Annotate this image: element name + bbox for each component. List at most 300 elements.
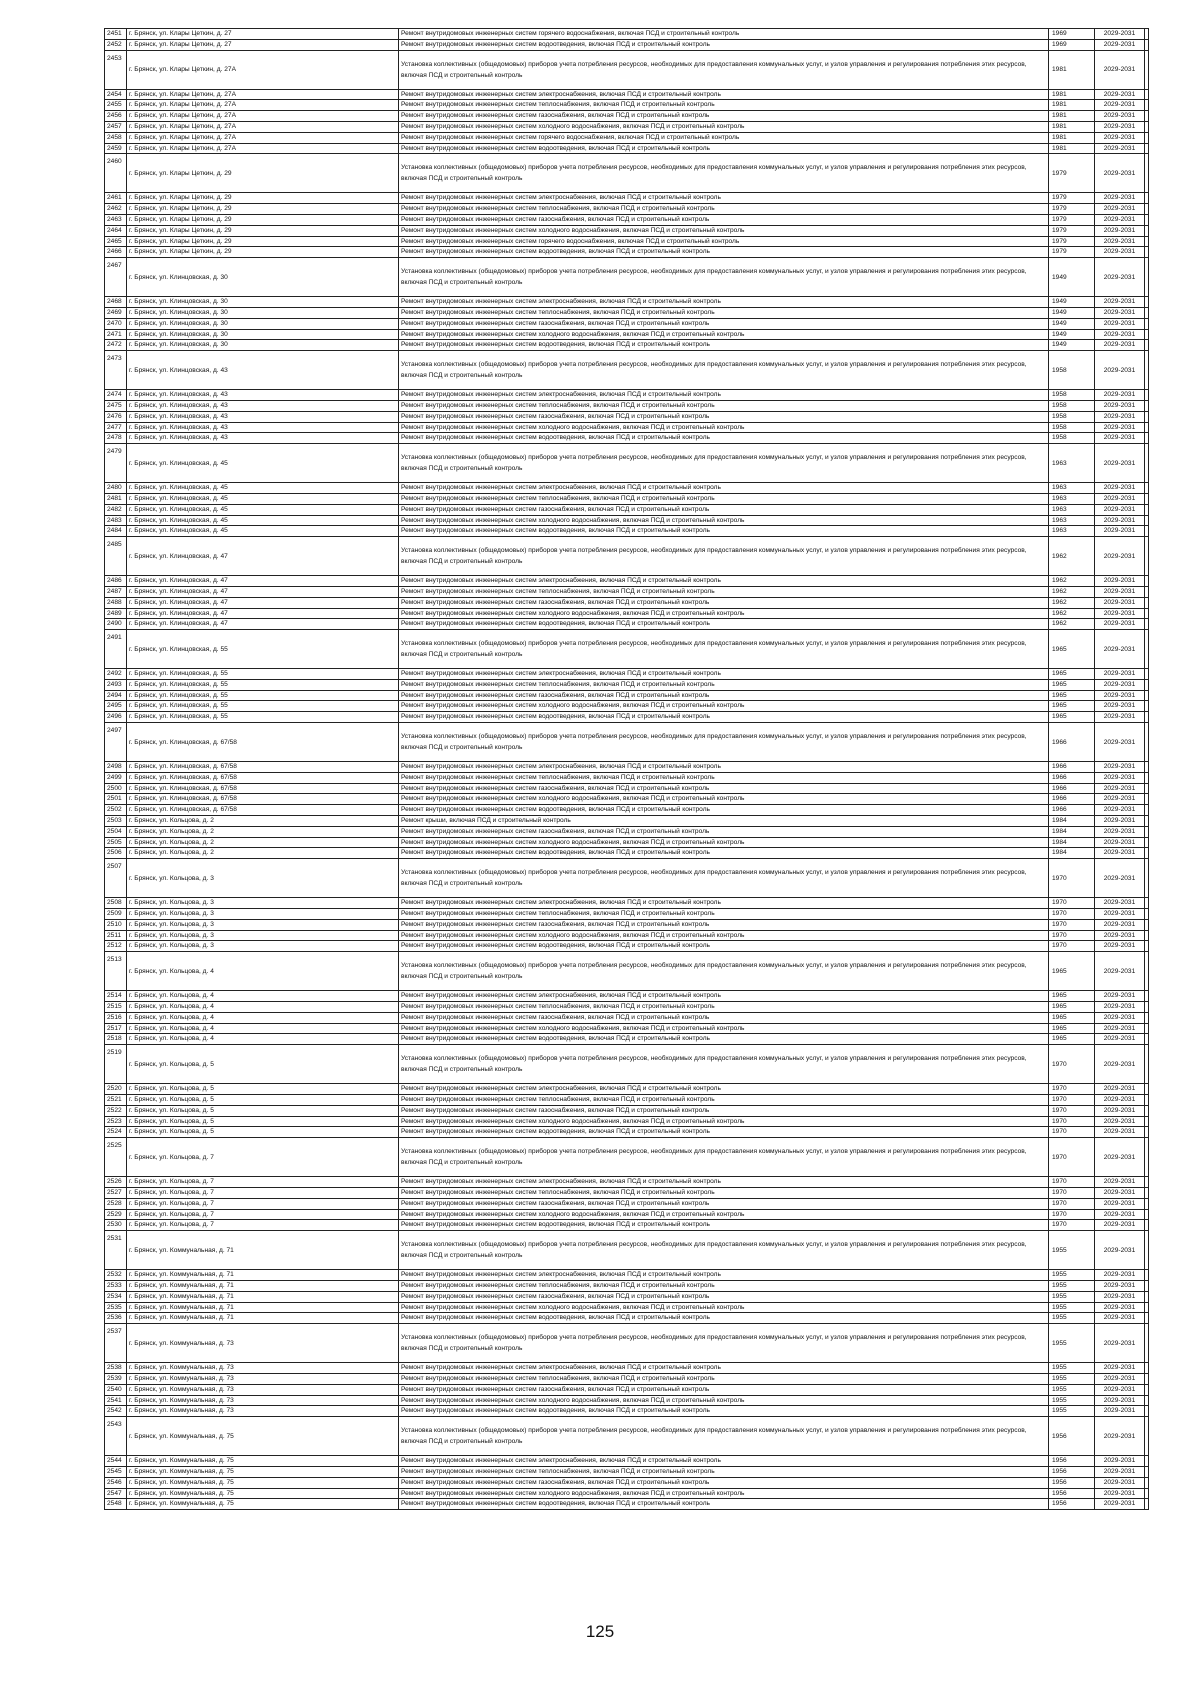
year-built-cell: 1970 [1049, 898, 1095, 909]
work-type-cell: Установка коллективных (общедомовых) приборов учета потребления ресурсов, необходимых для предоставления коммунальных услуг, и узлов управления и регулирования потребления этих ресурсов, включая ПСД и строительный контроль [399, 444, 1049, 483]
row-number-cell: 2499 [105, 772, 127, 783]
year-built-cell: 1965 [1049, 701, 1095, 712]
blank-cell [1145, 1045, 1149, 1084]
row-number-cell: 2488 [105, 597, 127, 608]
year-built-cell: 1984 [1049, 837, 1095, 848]
row-number-cell: 2513 [105, 952, 127, 991]
planned-period-cell: 2029-2031 [1095, 701, 1145, 712]
work-type-cell: Ремонт внутридомовых инженерных систем водоотведения, включая ПСД и строительный контроль [399, 39, 1049, 50]
address-cell: г. Брянск, ул. Коммунальная, д. 73 [127, 1363, 399, 1374]
address-cell: г. Брянск, ул. Коммунальная, д. 71 [127, 1291, 399, 1302]
address-cell: г. Брянск, ул. Коммунальная, д. 73 [127, 1406, 399, 1417]
year-built-cell: 1970 [1049, 1220, 1095, 1231]
planned-period-cell: 2029-2031 [1095, 111, 1145, 122]
table-row [105, 826, 1149, 837]
planned-period-cell: 2029-2031 [1095, 1280, 1145, 1291]
planned-period-cell: 2029-2031 [1095, 1177, 1145, 1188]
row-number-cell: 2512 [105, 941, 127, 952]
work-type-cell: Ремонт внутридомовых инженерных систем газоснабжения, включая ПСД и строительный контроль [399, 826, 1049, 837]
row-number-cell: 2532 [105, 1270, 127, 1281]
blank-cell [1145, 1406, 1149, 1417]
work-type-cell: Ремонт внутридомовых инженерных систем водоотведения, включая ПСД и строительный контроль [399, 1127, 1049, 1138]
year-built-cell: 1966 [1049, 762, 1095, 773]
row-number-cell: 2510 [105, 919, 127, 930]
year-built-cell: 1979 [1049, 193, 1095, 204]
row-number-cell: 2547 [105, 1488, 127, 1499]
blank-cell [1145, 1209, 1149, 1220]
table-row [105, 619, 1149, 630]
address-cell: г. Брянск, ул. Клинцовская, д. 55 [127, 630, 399, 669]
table-row [105, 837, 1149, 848]
blank-cell [1145, 1313, 1149, 1324]
table-row [105, 1209, 1149, 1220]
blank-cell [1145, 909, 1149, 920]
work-type-cell: Ремонт внутридомовых инженерных систем электроснабжения, включая ПСД и строительный контроль [399, 1456, 1049, 1467]
address-cell: г. Брянск, ул. Кольцова, д. 2 [127, 826, 399, 837]
planned-period-cell: 2029-2031 [1095, 154, 1145, 193]
planned-period-cell: 2029-2031 [1095, 690, 1145, 701]
address-cell: г. Брянск, ул. Кольцова, д. 5 [127, 1116, 399, 1127]
table-row [105, 772, 1149, 783]
work-type-cell: Ремонт внутридомовых инженерных систем электроснабжения, включая ПСД и строительный контроль [399, 297, 1049, 308]
blank-cell [1145, 121, 1149, 132]
blank-cell [1145, 444, 1149, 483]
table-row [105, 214, 1149, 225]
row-number-cell: 2472 [105, 340, 127, 351]
address-cell: г. Брянск, ул. Клинцовская, д. 67/58 [127, 783, 399, 794]
work-type-cell: Ремонт внутридомовых инженерных систем электроснабжения, включая ПСД и строительный контроль [399, 1270, 1049, 1281]
year-built-cell: 1956 [1049, 1466, 1095, 1477]
planned-period-cell: 2029-2031 [1095, 1406, 1145, 1417]
blank-cell [1145, 1002, 1149, 1013]
work-type-cell: Ремонт внутридомовых инженерных систем теплоснабжения, включая ПСД и строительный контроль [399, 1188, 1049, 1199]
year-built-cell: 1965 [1049, 690, 1095, 701]
address-cell: г. Брянск, ул. Кольцова, д. 7 [127, 1220, 399, 1231]
year-built-cell: 1970 [1049, 1127, 1095, 1138]
row-number-cell: 2454 [105, 89, 127, 100]
year-built-cell: 1965 [1049, 1002, 1095, 1013]
address-cell: г. Брянск, ул. Кольцова, д. 2 [127, 848, 399, 859]
address-cell: г. Брянск, ул. Коммунальная, д. 75 [127, 1456, 399, 1467]
address-cell: г. Брянск, ул. Клары Цеткин, д. 29 [127, 236, 399, 247]
work-type-cell: Ремонт внутридомовых инженерных систем холодного водоснабжения, включая ПСД и строительный контроль [399, 225, 1049, 236]
planned-period-cell: 2029-2031 [1095, 919, 1145, 930]
blank-cell [1145, 919, 1149, 930]
row-number-cell: 2545 [105, 1466, 127, 1477]
work-type-cell: Ремонт внутридомовых инженерных систем холодного водоснабжения, включая ПСД и строительный контроль [399, 1116, 1049, 1127]
table-row [105, 930, 1149, 941]
address-cell: г. Брянск, ул. Кольцова, д. 3 [127, 919, 399, 930]
row-number-cell: 2456 [105, 111, 127, 122]
address-cell: г. Брянск, ул. Клинцовская, д. 67/58 [127, 794, 399, 805]
address-cell: г. Брянск, ул. Клинцовская, д. 67/58 [127, 772, 399, 783]
row-number-cell: 2507 [105, 859, 127, 898]
blank-cell [1145, 1188, 1149, 1199]
year-built-cell: 1965 [1049, 679, 1095, 690]
table-row [105, 154, 1149, 193]
blank-cell [1145, 794, 1149, 805]
table-row [105, 597, 1149, 608]
planned-period-cell: 2029-2031 [1095, 121, 1145, 132]
work-type-cell: Установка коллективных (общедомовых) приборов учета потребления ресурсов, необходимых для предоставления коммунальных услуг, и узлов управления и регулирования потребления этих ресурсов, включая ПСД и строительный контроль [399, 952, 1049, 991]
table-row [105, 805, 1149, 816]
work-type-cell: Установка коллективных (общедомовых) приборов учета потребления ресурсов, необходимых для предоставления коммунальных услуг, и узлов управления и регулирования потребления этих ресурсов, включая ПСД и строительный контроль [399, 154, 1049, 193]
blank-cell [1145, 619, 1149, 630]
blank-cell [1145, 597, 1149, 608]
blank-cell [1145, 1384, 1149, 1395]
planned-period-cell: 2029-2031 [1095, 297, 1145, 308]
table-row [105, 690, 1149, 701]
year-built-cell: 1955 [1049, 1313, 1095, 1324]
planned-period-cell: 2029-2031 [1095, 236, 1145, 247]
address-cell: г. Брянск, ул. Клинцовская, д. 47 [127, 576, 399, 587]
blank-cell [1145, 991, 1149, 1002]
year-built-cell: 1970 [1049, 941, 1095, 952]
year-built-cell: 1979 [1049, 154, 1095, 193]
address-cell: г. Брянск, ул. Клинцовская, д. 67/58 [127, 805, 399, 816]
year-built-cell: 1984 [1049, 826, 1095, 837]
address-cell: г. Брянск, ул. Клинцовская, д. 45 [127, 526, 399, 537]
planned-period-cell: 2029-2031 [1095, 422, 1145, 433]
blank-cell [1145, 1302, 1149, 1313]
address-cell: г. Брянск, ул. Коммунальная, д. 75 [127, 1477, 399, 1488]
work-type-cell: Ремонт внутридомовых инженерных систем электроснабжения, включая ПСД и строительный контроль [399, 991, 1049, 1002]
row-number-cell: 2474 [105, 390, 127, 401]
planned-period-cell: 2029-2031 [1095, 805, 1145, 816]
address-cell: г. Брянск, ул. Кольцова, д. 5 [127, 1045, 399, 1084]
table-row [105, 1499, 1149, 1510]
row-number-cell: 2516 [105, 1012, 127, 1023]
blank-cell [1145, 723, 1149, 762]
table-row [105, 1034, 1149, 1045]
address-cell: г. Брянск, ул. Коммунальная, д. 73 [127, 1384, 399, 1395]
planned-period-cell: 2029-2031 [1095, 837, 1145, 848]
address-cell: г. Брянск, ул. Кольцова, д. 7 [127, 1209, 399, 1220]
year-built-cell: 1979 [1049, 204, 1095, 215]
blank-cell [1145, 433, 1149, 444]
planned-period-cell: 2029-2031 [1095, 991, 1145, 1002]
table-row [105, 204, 1149, 215]
blank-cell [1145, 1466, 1149, 1477]
work-type-cell: Ремонт внутридомовых инженерных систем газоснабжения, включая ПСД и строительный контроль [399, 1198, 1049, 1209]
row-number-cell: 2471 [105, 329, 127, 340]
address-cell: г. Брянск, ул. Клинцовская, д. 47 [127, 608, 399, 619]
planned-period-cell: 2029-2031 [1095, 351, 1145, 390]
planned-period-cell: 2029-2031 [1095, 772, 1145, 783]
address-cell: г. Брянск, ул. Клинцовская, д. 45 [127, 515, 399, 526]
year-built-cell: 1955 [1049, 1280, 1095, 1291]
address-cell: г. Брянск, ул. Кольцова, д. 7 [127, 1177, 399, 1188]
work-type-cell: Ремонт внутридомовых инженерных систем теплоснабжения, включая ПСД и строительный контроль [399, 1095, 1049, 1106]
row-number-cell: 2520 [105, 1084, 127, 1095]
table-row [105, 1045, 1149, 1084]
blank-cell [1145, 340, 1149, 351]
year-built-cell: 1955 [1049, 1363, 1095, 1374]
row-number-cell: 2514 [105, 991, 127, 1002]
planned-period-cell: 2029-2031 [1095, 952, 1145, 991]
year-built-cell: 1949 [1049, 258, 1095, 297]
planned-period-cell: 2029-2031 [1095, 258, 1145, 297]
blank-cell [1145, 1012, 1149, 1023]
blank-cell [1145, 630, 1149, 669]
year-built-cell: 1963 [1049, 493, 1095, 504]
row-number-cell: 2465 [105, 236, 127, 247]
work-type-cell: Ремонт внутридомовых инженерных систем электроснабжения, включая ПСД и строительный контроль [399, 193, 1049, 204]
planned-period-cell: 2029-2031 [1095, 1417, 1145, 1456]
year-built-cell: 1962 [1049, 537, 1095, 576]
address-cell: г. Брянск, ул. Коммунальная, д. 71 [127, 1302, 399, 1313]
table-row [105, 515, 1149, 526]
blank-cell [1145, 1499, 1149, 1510]
work-type-cell: Установка коллективных (общедомовых) приборов учета потребления ресурсов, необходимых для предоставления коммунальных услуг, и узлов управления и регулирования потребления этих ресурсов, включая ПСД и строительный контроль [399, 859, 1049, 898]
blank-cell [1145, 805, 1149, 816]
planned-period-cell: 2029-2031 [1095, 1034, 1145, 1045]
year-built-cell: 1970 [1049, 1198, 1095, 1209]
blank-cell [1145, 1116, 1149, 1127]
year-built-cell: 1965 [1049, 952, 1095, 991]
work-type-cell: Ремонт внутридомовых инженерных систем газоснабжения, включая ПСД и строительный контроль [399, 783, 1049, 794]
address-cell: г. Брянск, ул. Клинцовская, д. 43 [127, 411, 399, 422]
row-number-cell: 2469 [105, 307, 127, 318]
planned-period-cell: 2029-2031 [1095, 783, 1145, 794]
planned-period-cell: 2029-2031 [1095, 679, 1145, 690]
address-cell: г. Брянск, ул. Клинцовская, д. 30 [127, 340, 399, 351]
row-number-cell: 2475 [105, 400, 127, 411]
year-built-cell: 1981 [1049, 143, 1095, 154]
year-built-cell: 1984 [1049, 816, 1095, 827]
address-cell: г. Брянск, ул. Клинцовская, д. 47 [127, 619, 399, 630]
address-cell: г. Брянск, ул. Кольцова, д. 3 [127, 941, 399, 952]
planned-period-cell: 2029-2031 [1095, 526, 1145, 537]
address-cell: г. Брянск, ул. Коммунальная, д. 71 [127, 1231, 399, 1270]
blank-cell [1145, 493, 1149, 504]
blank-cell [1145, 1105, 1149, 1116]
address-cell: г. Брянск, ул. Клинцовская, д. 30 [127, 258, 399, 297]
year-built-cell: 1970 [1049, 930, 1095, 941]
year-built-cell: 1962 [1049, 608, 1095, 619]
year-built-cell: 1970 [1049, 1105, 1095, 1116]
table-row [105, 537, 1149, 576]
table-row [105, 297, 1149, 308]
table-row [105, 1324, 1149, 1363]
blank-cell [1145, 1231, 1149, 1270]
work-type-cell: Ремонт внутридомовых инженерных систем газоснабжения, включая ПСД и строительный контроль [399, 1384, 1049, 1395]
work-type-cell: Ремонт внутридомовых инженерных систем газоснабжения, включая ПСД и строительный контроль [399, 1477, 1049, 1488]
year-built-cell: 1949 [1049, 340, 1095, 351]
blank-cell [1145, 390, 1149, 401]
year-built-cell: 1956 [1049, 1417, 1095, 1456]
table-row [105, 669, 1149, 680]
planned-period-cell: 2029-2031 [1095, 586, 1145, 597]
blank-cell [1145, 1488, 1149, 1499]
year-built-cell: 1949 [1049, 297, 1095, 308]
table-row [105, 483, 1149, 494]
table-row [105, 712, 1149, 723]
planned-period-cell: 2029-2031 [1095, 537, 1145, 576]
row-number-cell: 2536 [105, 1313, 127, 1324]
blank-cell [1145, 690, 1149, 701]
blank-cell [1145, 1477, 1149, 1488]
row-number-cell: 2503 [105, 816, 127, 827]
work-type-cell: Ремонт внутридомовых инженерных систем водоотведения, включая ПСД и строительный контроль [399, 619, 1049, 630]
address-cell: г. Брянск, ул. Кольцова, д. 5 [127, 1105, 399, 1116]
work-type-cell: Ремонт внутридомовых инженерных систем водоотведения, включая ПСД и строительный контроль [399, 247, 1049, 258]
work-type-cell: Ремонт внутридомовых инженерных систем холодного водоснабжения, включая ПСД и строительный контроль [399, 1302, 1049, 1313]
planned-period-cell: 2029-2031 [1095, 1220, 1145, 1231]
address-cell: г. Брянск, ул. Кольцова, д. 4 [127, 991, 399, 1002]
blank-cell [1145, 1220, 1149, 1231]
blank-cell [1145, 1291, 1149, 1302]
row-number-cell: 2500 [105, 783, 127, 794]
blank-cell [1145, 351, 1149, 390]
row-number-cell: 2490 [105, 619, 127, 630]
work-type-cell: Ремонт внутридомовых инженерных систем газоснабжения, включая ПСД и строительный контроль [399, 690, 1049, 701]
work-type-cell: Ремонт внутридомовых инженерных систем холодного водоснабжения, включая ПСД и строительный контроль [399, 1395, 1049, 1406]
blank-cell [1145, 679, 1149, 690]
address-cell: г. Брянск, ул. Коммунальная, д. 73 [127, 1324, 399, 1363]
planned-period-cell: 2029-2031 [1095, 1384, 1145, 1395]
row-number-cell: 2462 [105, 204, 127, 215]
address-cell: г. Брянск, ул. Клары Цеткин, д. 27 [127, 29, 399, 40]
year-built-cell: 1962 [1049, 576, 1095, 587]
work-type-cell: Ремонт внутридомовых инженерных систем холодного водоснабжения, включая ПСД и строительный контроль [399, 1023, 1049, 1034]
work-type-cell: Ремонт внутридомовых инженерных систем теплоснабжения, включая ПСД и строительный контроль [399, 586, 1049, 597]
address-cell: г. Брянск, ул. Клары Цеткин, д. 29 [127, 225, 399, 236]
table-row [105, 1270, 1149, 1281]
year-built-cell: 1970 [1049, 1116, 1095, 1127]
work-type-cell: Ремонт внутридомовых инженерных систем холодного водоснабжения, включая ПСД и строительный контроль [399, 837, 1049, 848]
address-cell: г. Брянск, ул. Кольцова, д. 4 [127, 1034, 399, 1045]
work-type-cell: Ремонт внутридомовых инженерных систем водоотведения, включая ПСД и строительный контроль [399, 848, 1049, 859]
table-row [105, 29, 1149, 40]
blank-cell [1145, 132, 1149, 143]
planned-period-cell: 2029-2031 [1095, 225, 1145, 236]
blank-cell [1145, 941, 1149, 952]
work-type-cell: Ремонт внутридомовых инженерных систем горячего водоснабжения, включая ПСД и строительный контроль [399, 236, 1049, 247]
row-number-cell: 2455 [105, 100, 127, 111]
blank-cell [1145, 1456, 1149, 1467]
row-number-cell: 2492 [105, 669, 127, 680]
work-type-cell: Ремонт внутридомовых инженерных систем холодного водоснабжения, включая ПСД и строительный контроль [399, 608, 1049, 619]
row-number-cell: 2538 [105, 1363, 127, 1374]
address-cell: г. Брянск, ул. Клинцовская, д. 55 [127, 679, 399, 690]
planned-period-cell: 2029-2031 [1095, 318, 1145, 329]
blank-cell [1145, 816, 1149, 827]
table-row [105, 898, 1149, 909]
year-built-cell: 1965 [1049, 669, 1095, 680]
year-built-cell: 1963 [1049, 504, 1095, 515]
planned-period-cell: 2029-2031 [1095, 89, 1145, 100]
address-cell: г. Брянск, ул. Клинцовская, д. 45 [127, 444, 399, 483]
work-type-cell: Ремонт внутридомовых инженерных систем теплоснабжения, включая ПСД и строительный контроль [399, 909, 1049, 920]
blank-cell [1145, 783, 1149, 794]
address-cell: г. Брянск, ул. Коммунальная, д. 75 [127, 1466, 399, 1477]
year-built-cell: 1962 [1049, 586, 1095, 597]
row-number-cell: 2485 [105, 537, 127, 576]
year-built-cell: 1956 [1049, 1477, 1095, 1488]
table-row [105, 576, 1149, 587]
blank-cell [1145, 537, 1149, 576]
row-number-cell: 2509 [105, 909, 127, 920]
blank-cell [1145, 898, 1149, 909]
year-built-cell: 1970 [1049, 919, 1095, 930]
row-number-cell: 2459 [105, 143, 127, 154]
blank-cell [1145, 1034, 1149, 1045]
planned-period-cell: 2029-2031 [1095, 515, 1145, 526]
table-row [105, 783, 1149, 794]
year-built-cell: 1958 [1049, 390, 1095, 401]
table-row [105, 111, 1149, 122]
address-cell: г. Брянск, ул. Коммунальная, д. 75 [127, 1488, 399, 1499]
planned-period-cell: 2029-2031 [1095, 597, 1145, 608]
blank-cell [1145, 400, 1149, 411]
table-row [105, 258, 1149, 297]
address-cell: г. Брянск, ул. Клары Цеткин, д. 27А [127, 100, 399, 111]
year-built-cell: 1970 [1049, 1084, 1095, 1095]
table-row [105, 1456, 1149, 1467]
work-type-cell: Ремонт внутридомовых инженерных систем электроснабжения, включая ПСД и строительный контроль [399, 1363, 1049, 1374]
address-cell: г. Брянск, ул. Коммунальная, д. 73 [127, 1373, 399, 1384]
year-built-cell: 1955 [1049, 1270, 1095, 1281]
year-built-cell: 1955 [1049, 1373, 1095, 1384]
row-number-cell: 2546 [105, 1477, 127, 1488]
work-type-cell: Ремонт внутридомовых инженерных систем газоснабжения, включая ПСД и строительный контроль [399, 1012, 1049, 1023]
table-body [105, 29, 1149, 1510]
work-type-cell: Ремонт внутридомовых инженерных систем водоотведения, включая ПСД и строительный контроль [399, 340, 1049, 351]
planned-period-cell: 2029-2031 [1095, 1012, 1145, 1023]
blank-cell [1145, 1095, 1149, 1106]
planned-period-cell: 2029-2031 [1095, 1045, 1145, 1084]
row-number-cell: 2467 [105, 258, 127, 297]
work-type-cell: Установка коллективных (общедомовых) приборов учета потребления ресурсов, необходимых для предоставления коммунальных услуг, и узлов управления и регулирования потребления этих ресурсов, включая ПСД и строительный контроль [399, 1231, 1049, 1270]
blank-cell [1145, 1417, 1149, 1456]
planned-period-cell: 2029-2031 [1095, 1231, 1145, 1270]
row-number-cell: 2504 [105, 826, 127, 837]
work-type-cell: Ремонт внутридомовых инженерных систем водоотведения, включая ПСД и строительный контроль [399, 1499, 1049, 1510]
planned-period-cell: 2029-2031 [1095, 1324, 1145, 1363]
blank-cell [1145, 1280, 1149, 1291]
address-cell: г. Брянск, ул. Клары Цеткин, д. 27А [127, 132, 399, 143]
work-type-cell: Ремонт внутридомовых инженерных систем теплоснабжения, включая ПСД и строительный контроль [399, 679, 1049, 690]
year-built-cell: 1970 [1049, 909, 1095, 920]
work-type-cell: Ремонт внутридомовых инженерных систем электроснабжения, включая ПСД и строительный контроль [399, 1084, 1049, 1095]
planned-period-cell: 2029-2031 [1095, 1363, 1145, 1374]
row-number-cell: 2523 [105, 1116, 127, 1127]
blank-cell [1145, 29, 1149, 40]
row-number-cell: 2529 [105, 1209, 127, 1220]
planned-period-cell: 2029-2031 [1095, 483, 1145, 494]
row-number-cell: 2489 [105, 608, 127, 619]
year-built-cell: 1958 [1049, 411, 1095, 422]
planned-period-cell: 2029-2031 [1095, 204, 1145, 215]
address-cell: г. Брянск, ул. Клинцовская, д. 43 [127, 390, 399, 401]
table-row [105, 1116, 1149, 1127]
repair-program-table [104, 28, 1149, 1510]
year-built-cell: 1965 [1049, 1023, 1095, 1034]
work-type-cell: Ремонт внутридомовых инженерных систем газоснабжения, включая ПСД и строительный контроль [399, 1105, 1049, 1116]
row-number-cell: 2483 [105, 515, 127, 526]
work-type-cell: Ремонт внутридомовых инженерных систем теплоснабжения, включая ПСД и строительный контроль [399, 1002, 1049, 1013]
table-row [105, 1417, 1149, 1456]
address-cell: г. Брянск, ул. Клинцовская, д. 30 [127, 318, 399, 329]
address-cell: г. Брянск, ул. Клинцовская, д. 30 [127, 329, 399, 340]
work-type-cell: Ремонт внутридомовых инженерных систем электроснабжения, включая ПСД и строительный контроль [399, 762, 1049, 773]
year-built-cell: 1969 [1049, 29, 1095, 40]
work-type-cell: Ремонт внутридомовых инженерных систем водоотведения, включая ПСД и строительный контроль [399, 433, 1049, 444]
row-number-cell: 2487 [105, 586, 127, 597]
address-cell: г. Брянск, ул. Клинцовская, д. 47 [127, 586, 399, 597]
table-row [105, 433, 1149, 444]
